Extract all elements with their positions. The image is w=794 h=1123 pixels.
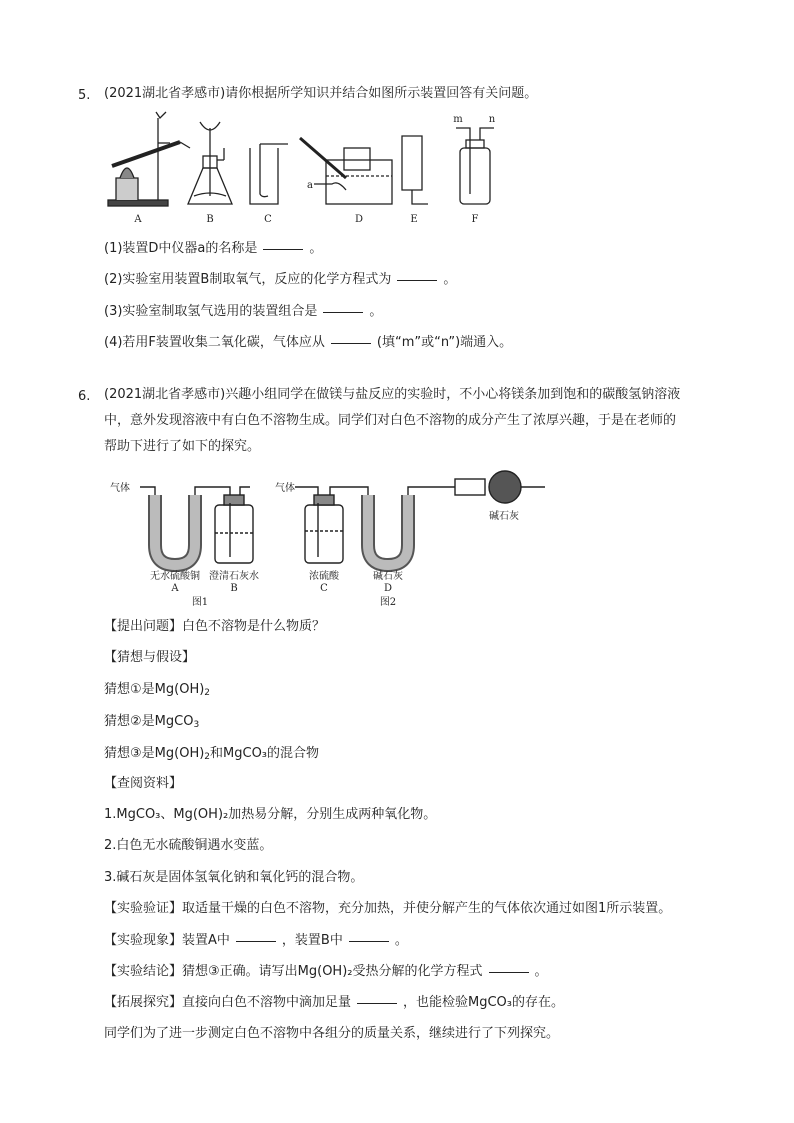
guess-2 — [104, 715, 199, 730]
extend-text: 【拓展探究】直接向白色不溶物中滴加足量 — [104, 995, 352, 1010]
q6-stem-line-1: (2021湖北省孝感市)兴趣小组同学在做镁与盐反应的实验时，不小心将镁条加到饱和的碳酸氢钠溶液 — [104, 387, 681, 402]
question-heading: 【提出问题】白色不溶物是什么物质？ — [104, 619, 326, 634]
extend — [104, 996, 564, 1009]
q6-stem-line-2: 中，意外发现溶液中有白色不溶物生成。同学们对白色不溶物的成分产生了浓厚兴趣，于是在老师的 — [104, 413, 677, 428]
guess-num: ① — [130, 682, 142, 697]
guess-text: 是Mg(OH) — [141, 682, 205, 697]
q5-stem: (2021湖北省孝感市)请你根据所学知识并结合如图所示装置回答有关问题。 — [104, 86, 538, 101]
guess-sub: 2 — [204, 752, 211, 762]
conclusion-end: 。 — [534, 964, 548, 979]
q5-part-1-end: 。 — [309, 241, 323, 256]
guess-text: 是MgCO — [141, 714, 194, 729]
fig1-title: 图1 — [191, 597, 209, 608]
fig2-gas-label: 气体 — [275, 483, 295, 494]
phenomenon-text: 【实验现象】装置A中 — [104, 933, 230, 948]
guess-prefix: 猜想 — [104, 746, 131, 761]
closing-text: 同学们为了进一步测定白色不溶物中各组分的质量关系，继续进行了下列探究。 — [104, 1026, 560, 1041]
q5-part-3-text: (3)实验室制取氢气选用的装置组合是 — [104, 304, 318, 319]
phenomenon-end: 。 — [394, 933, 408, 948]
answer-blank[interactable] — [331, 342, 371, 344]
q5-part-4-end: (填“m”或“n”)端通入。 — [376, 335, 513, 350]
label-c: C — [264, 214, 272, 225]
fig2-title: 图2 — [379, 597, 397, 608]
reference-heading: 【查阅资料】 — [104, 776, 183, 791]
q5-part-1-text: (1)装置D中仪器a的名称是 — [104, 241, 258, 256]
extend-end: ，也能检验MgCO₃的存在。 — [403, 995, 565, 1010]
guess-3 — [104, 747, 319, 762]
reference-1: 1.MgCO₃、Mg(OH)₂加热易分解，分别生成两种氧化物。 — [104, 807, 437, 822]
q6-number: 6. — [78, 389, 91, 404]
q5-part-3-end: 。 — [369, 304, 383, 319]
bottle-b — [215, 487, 253, 563]
fig1-letter-a: A — [171, 583, 179, 594]
hypothesis-heading: 【猜想与假设】 — [104, 650, 196, 665]
guess-num: ② — [130, 714, 142, 729]
answer-blank[interactable] — [357, 1002, 397, 1004]
drying-tube — [455, 471, 545, 503]
fig2-letter-d: D — [383, 583, 393, 594]
reference-3: 3.碱石灰是固体氢氧化钠和氧化钙的混合物。 — [104, 870, 364, 885]
fig2-letter-c: C — [320, 583, 328, 594]
reference-2: 2.白色无水硫酸铜遇水变蓝。 — [104, 838, 273, 853]
q5-part-2-end: 。 — [443, 272, 457, 287]
fig1-letter-b: B — [230, 583, 238, 594]
answer-blank[interactable] — [263, 248, 303, 250]
q5-part-3 — [104, 305, 382, 318]
apparatus-d — [300, 138, 392, 204]
q5-number: 5. — [78, 88, 91, 103]
answer-blank[interactable] — [349, 940, 389, 942]
guess-sub: 2 — [204, 688, 211, 698]
fig2-caption-c: 浓硫酸 — [309, 571, 339, 582]
guess-prefix: 猜想 — [104, 682, 131, 697]
fig1-caption-a: 无水硫酸铜 — [150, 571, 200, 582]
apparatus-f — [456, 128, 494, 204]
label-inlet-a: a — [307, 180, 313, 191]
answer-blank[interactable] — [323, 311, 363, 313]
apparatus-c — [250, 144, 288, 204]
phenomenon-middle: ，装置B中 — [281, 933, 343, 948]
guess-1 — [104, 683, 210, 698]
bottle-c — [295, 487, 368, 563]
q5-apparatus-figure — [100, 108, 500, 226]
drying-tube-label: 碱石灰 — [489, 511, 519, 522]
q5-part-2-text: (2)实验室用装置B制取氧气，反应的化学方程式为 — [104, 272, 392, 287]
u-tube-d — [368, 487, 455, 565]
fig1-caption-b: 澄清石灰水 — [209, 571, 259, 582]
label-n: n — [488, 114, 496, 125]
conclusion — [104, 965, 548, 978]
label-d: D — [354, 214, 364, 225]
conclusion-text: 【实验结论】猜想③正确。请写出Mg(OH)₂受热分解的化学方程式 — [104, 964, 483, 979]
apparatus-b — [188, 122, 232, 204]
u-tube-a — [140, 487, 230, 565]
q5-part-1 — [104, 242, 322, 255]
fig1-gas-label: 气体 — [110, 483, 130, 494]
verify-text: 【实验验证】取适量干燥的白色不溶物，充分加热，并使分解产生的气体依次通过如图1所示装置。 — [104, 901, 672, 916]
guess-rest: 和MgCO₃的混合物 — [210, 746, 320, 761]
label-m: m — [453, 114, 463, 125]
label-b: B — [206, 214, 214, 225]
guess-prefix: 猜想 — [104, 714, 131, 729]
guess-sub: 3 — [193, 720, 200, 730]
q5-part-4-text: (4)若用F装置收集二氧化碳，气体应从 — [104, 335, 325, 350]
answer-blank[interactable] — [397, 279, 437, 281]
q5-part-2 — [104, 273, 456, 286]
label-a: A — [134, 214, 142, 225]
fig2-caption-d: 碱石灰 — [373, 571, 403, 582]
answer-blank[interactable] — [236, 940, 276, 942]
q5-part-4 — [104, 336, 512, 349]
q6-apparatus-figure — [100, 465, 560, 610]
q6-stem-line-3: 帮助下进行了如下的探究。 — [104, 439, 261, 454]
answer-blank[interactable] — [489, 971, 529, 973]
phenomenon — [104, 934, 408, 947]
guess-text: 是Mg(OH) — [141, 746, 205, 761]
apparatus-a — [108, 112, 190, 206]
label-e: E — [410, 214, 418, 225]
label-f: F — [471, 214, 479, 225]
guess-num: ③ — [130, 746, 142, 761]
apparatus-e — [402, 136, 428, 204]
